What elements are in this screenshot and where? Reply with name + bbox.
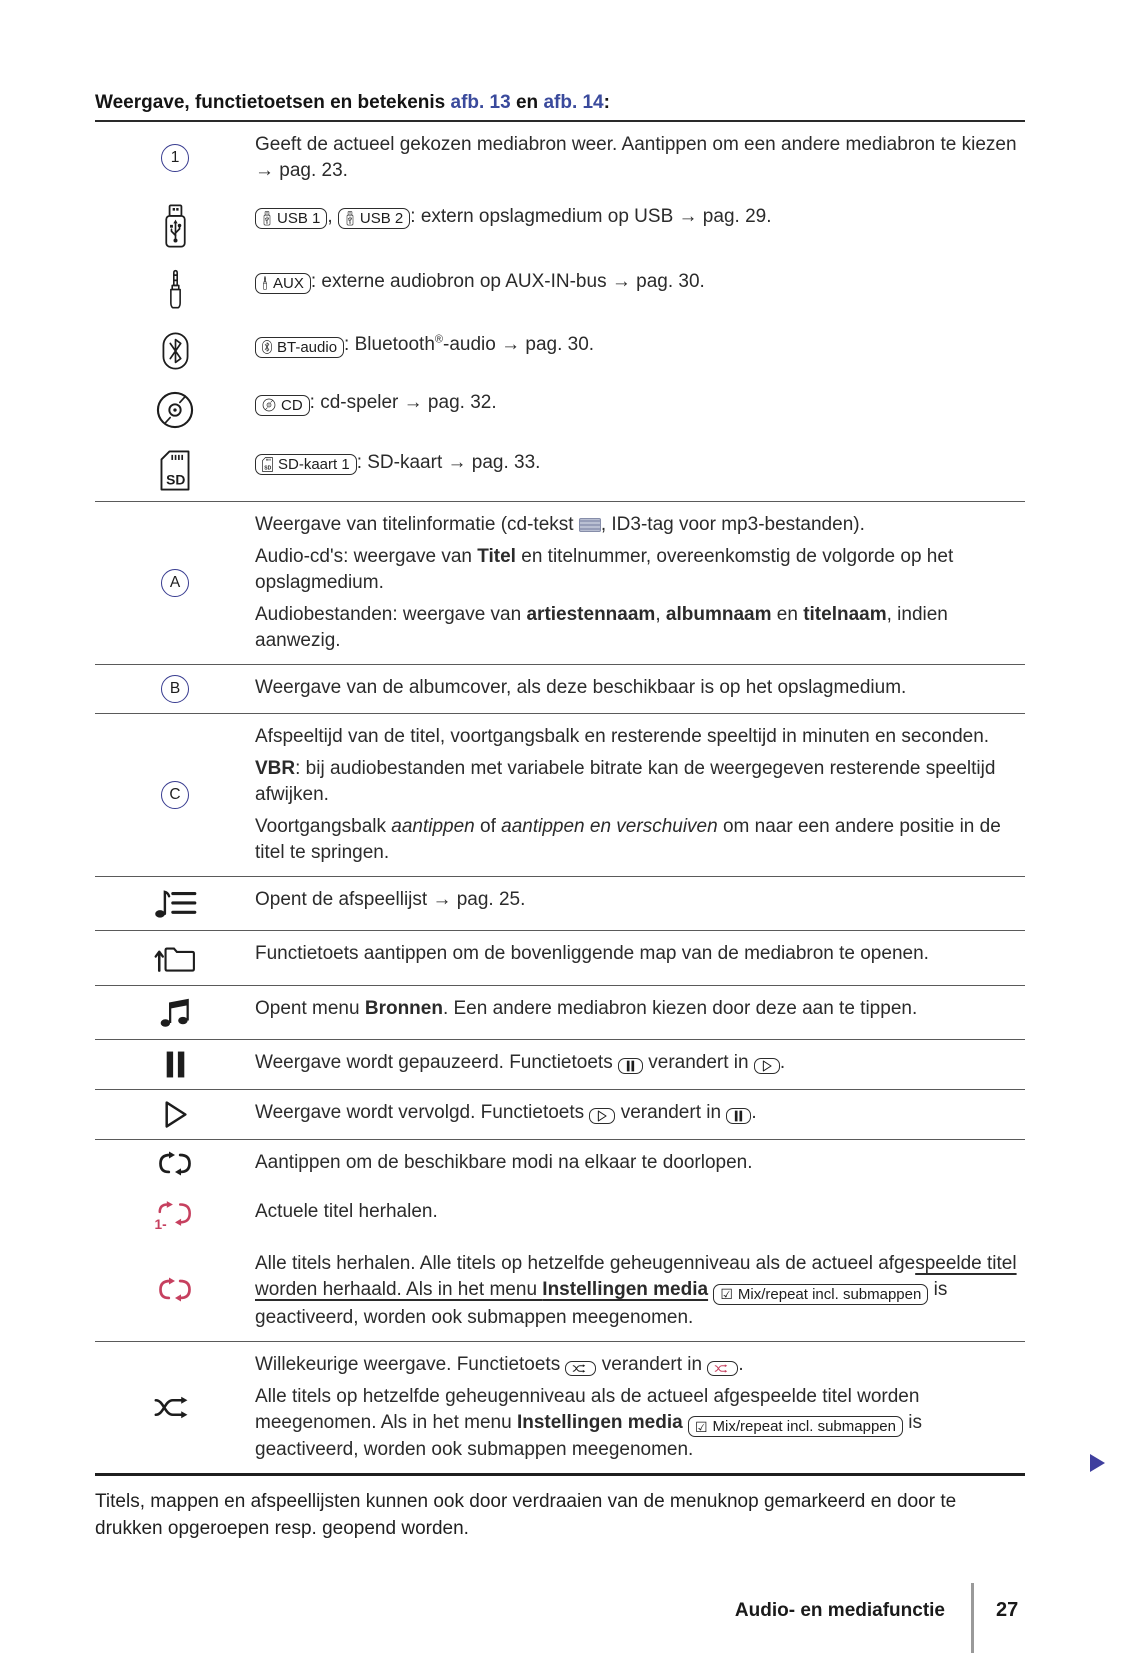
row-description xyxy=(255,1050,1025,1079)
description-paragraph: USB 1 , USB 2 : extern opslagmedium op USB → pag. 29. xyxy=(255,204,1025,230)
folder-up-icon xyxy=(154,941,196,975)
row-symbol-cell xyxy=(95,1050,255,1079)
description-paragraph: Alle titels herhalen. Alle titels op hetzelfde geheugenniveau als de actueel afgespeelde titel worden herhaald. Als in het menu Instellingen media ☑ Mix/repeat incl. submappen is geactiveerd, worden ook submappen meegenomen. xyxy=(255,1253,1017,1328)
description-paragraph: Voortgangsbalk aantippen of aantippen en verschuiven om naar een andere positie in de titel te springen. xyxy=(255,816,1001,863)
description-paragraph: Afspeeltijd van de titel, voortgangsbalk en resterende speeltijd in minuten en seconden. xyxy=(255,726,990,747)
row-description xyxy=(255,132,1025,184)
row-description xyxy=(255,512,1025,654)
play-icon xyxy=(761,1060,773,1072)
table-row xyxy=(95,1040,1025,1090)
table-row xyxy=(95,1140,1025,1189)
description-paragraph: Weergave van de albumcover, als deze beschikbaar is op het opslagmedium. xyxy=(255,677,907,698)
key-shuffle-active xyxy=(707,1361,738,1376)
table-row xyxy=(95,259,1025,322)
table-row xyxy=(95,986,1025,1040)
row-description xyxy=(255,390,1025,430)
next-page-arrow xyxy=(1090,1454,1105,1472)
bold-text: VBR xyxy=(255,758,296,779)
usb-stick-icon xyxy=(345,211,355,226)
description-paragraph: Opent de afspeellijst → pag. 25. xyxy=(255,889,526,910)
bold-text: titelnaam xyxy=(803,604,887,625)
key-aux xyxy=(255,273,311,294)
row-symbol-cell xyxy=(95,269,255,312)
key-mix-repeat-incl-submappen xyxy=(713,1284,928,1305)
table-title xyxy=(95,92,1025,122)
description-paragraph: BT-audio : Bluetooth®-audio → pag. 30. xyxy=(255,332,1025,358)
repeat-one-icon xyxy=(154,1199,196,1231)
function-key-table xyxy=(95,122,1025,1476)
row-description xyxy=(255,996,1025,1029)
description-paragraph: Willekeurige weergave. Functietoets verandert in . xyxy=(255,1353,744,1375)
italic-text: aantippen en verschuiven xyxy=(501,816,718,837)
description-paragraph: Opent menu Bronnen. Een andere mediabron kiezen door deze aan te tippen. xyxy=(255,998,918,1019)
play-icon xyxy=(162,1100,189,1129)
badge-B: B xyxy=(161,675,189,703)
description-paragraph: Audiobestanden: weergave van artiestennaam, albumnaam en titelnaam, indien aanwezig. xyxy=(255,604,948,651)
table-row xyxy=(95,122,1025,194)
key-label: USB 1 xyxy=(277,210,321,227)
pause-icon xyxy=(163,1050,188,1079)
shuffle-icon xyxy=(572,1363,589,1374)
checkbox-checked-icon: ☑ xyxy=(720,1286,733,1302)
key-mix-repeat-incl-submappen xyxy=(688,1416,903,1437)
description-paragraph: VBR: bij audiobestanden met variabele bitrate kan de weergegeven resterende speeltijd afwijken. xyxy=(255,758,996,805)
row-symbol-cell xyxy=(95,1352,255,1464)
aux-jack-icon xyxy=(167,269,184,312)
aux-jack-icon xyxy=(262,276,268,291)
row-symbol-cell xyxy=(95,1100,255,1129)
usb-stick-icon xyxy=(262,211,272,226)
table-row xyxy=(95,1189,1025,1241)
bold-text: albumnaam xyxy=(665,604,772,625)
description-paragraph: AUX : externe audiobron op AUX-IN-bus → pag. 30. xyxy=(255,269,1025,295)
table-row xyxy=(95,1241,1025,1342)
bluetooth-icon xyxy=(162,332,189,370)
sd-card-icon xyxy=(160,450,190,491)
table-row xyxy=(95,440,1025,502)
row-symbol-cell xyxy=(95,887,255,920)
row-symbol-cell xyxy=(95,941,255,975)
italic-text: aantippen xyxy=(391,816,475,837)
closing-note: Titels, mappen en afspeellijsten kunnen ook door verdraaien van de menuknop gemarkeerd en door te drukken opgeroepen resp. geopend worden. xyxy=(95,1491,957,1539)
repeat-all-icon xyxy=(154,1276,196,1305)
page-footer xyxy=(735,1583,1036,1653)
description-paragraph: Weergave van titelinformatie (cd-tekst , ID3-tag voor mp3-bestanden). xyxy=(255,514,865,535)
row-description xyxy=(255,1100,1025,1129)
row-symbol-cell xyxy=(95,1251,255,1331)
key-bt-audio xyxy=(255,337,344,358)
pause-icon xyxy=(733,1110,744,1122)
key-label: Mix/repeat incl. submappen xyxy=(712,1418,896,1435)
description-paragraph: CD : cd-speler → pag. 32. xyxy=(255,390,1025,416)
pause-icon xyxy=(625,1060,636,1072)
table-title-text: : xyxy=(603,92,610,113)
row-symbol-cell xyxy=(95,332,255,370)
svg-text:1-: 1- xyxy=(154,1217,167,1231)
table-row xyxy=(95,714,1025,877)
key-pause xyxy=(726,1108,751,1124)
row-symbol-cell xyxy=(95,1150,255,1179)
key-usb-1 xyxy=(255,208,327,229)
description-paragraph: Functietoets aantippen om de bovenliggende map van de mediabron te openen. xyxy=(255,943,929,964)
underlined-text: speelde titel worden herhaald. Als in het menu xyxy=(255,1253,1017,1300)
table-row xyxy=(95,194,1025,259)
key-cd xyxy=(255,395,310,416)
row-symbol-cell xyxy=(95,132,255,184)
table-row xyxy=(95,1090,1025,1140)
cd-text-icon xyxy=(579,518,601,532)
svg-text:SD: SD xyxy=(166,471,186,488)
row-symbol-cell xyxy=(95,450,255,491)
page-content xyxy=(95,92,1025,1542)
row-description xyxy=(255,1199,1025,1231)
key-play xyxy=(589,1108,615,1124)
key-play xyxy=(754,1058,780,1074)
bold-text: Titel xyxy=(477,546,516,567)
sd-card-icon xyxy=(262,457,273,472)
row-symbol-cell xyxy=(95,204,255,249)
description-paragraph: Aantippen om de beschikbare modi na elkaar te doorlopen. xyxy=(255,1152,753,1173)
key-pause xyxy=(618,1058,643,1074)
key-sd-kaart-1 xyxy=(255,454,357,475)
table-row xyxy=(95,1342,1025,1477)
cd-disc-icon xyxy=(262,398,276,412)
play-icon xyxy=(596,1110,608,1122)
description-paragraph: Geeft de actueel gekozen mediabron weer. Aantippen om een andere mediabron te kiezen → pag. 23. xyxy=(255,134,1017,181)
key-label: AUX xyxy=(273,275,304,292)
row-symbol-cell xyxy=(95,512,255,654)
svg-text:SD: SD xyxy=(264,465,272,472)
row-description xyxy=(255,1150,1025,1179)
row-symbol-cell xyxy=(95,724,255,866)
table-row xyxy=(95,380,1025,440)
row-symbol-cell xyxy=(95,1199,255,1231)
figure-link-13[interactable]: afb. 13 xyxy=(450,92,511,113)
table-row xyxy=(95,502,1025,665)
description-paragraph: Actuele titel herhalen. xyxy=(255,1201,438,1222)
superscript: ® xyxy=(434,333,443,346)
figure-link-14[interactable]: afb. 14 xyxy=(543,92,604,113)
table-row xyxy=(95,322,1025,380)
key-label: SD-kaart 1 xyxy=(278,456,350,473)
row-symbol-cell xyxy=(95,390,255,430)
key-label: CD xyxy=(281,396,303,414)
table-row xyxy=(95,665,1025,714)
key-label: USB 2 xyxy=(359,210,404,227)
description-paragraph: Alle titels op hetzelfde geheugenniveau als de actueel afgespeelde titel worden meegenomen. Als in het menu Instellingen media ☑ Mix/repeat incl. submappen is geactiveerd, worden ook submappen meegenomen. xyxy=(255,1385,922,1460)
row-description xyxy=(255,450,1025,491)
row-description xyxy=(255,332,1025,370)
key-label: Mix/repeat incl. submappen xyxy=(737,1285,922,1303)
music-notes-icon xyxy=(159,996,192,1029)
bold-text: Instellingen media xyxy=(516,1411,683,1433)
table-row xyxy=(95,931,1025,986)
key-shuffle xyxy=(565,1361,596,1376)
page-number: 27 xyxy=(996,1599,1019,1621)
description-paragraph: Weergave wordt vervolgd. Functietoets verandert in . xyxy=(255,1102,757,1123)
row-description xyxy=(255,1352,1025,1464)
bluetooth-icon xyxy=(262,340,272,354)
description-paragraph: SD SD-kaart 1 : SD-kaart → pag. 33. xyxy=(255,450,1025,476)
key-usb-2 xyxy=(338,208,410,229)
badge-C: C xyxy=(161,781,189,809)
badge-1: 1 xyxy=(161,144,189,172)
checkbox-checked-icon: ☑ xyxy=(694,1418,708,1435)
usb-stick-icon xyxy=(160,204,191,249)
row-description xyxy=(255,887,1025,920)
shuffle-icon xyxy=(714,1363,731,1374)
cd-disc-icon xyxy=(155,390,195,430)
bold-text: Bronnen xyxy=(364,998,443,1019)
bold-text: artiestennaam xyxy=(526,604,656,625)
row-description xyxy=(255,724,1025,866)
table-title-text: en xyxy=(510,92,544,113)
playlist-icon xyxy=(153,887,197,920)
row-symbol-cell xyxy=(95,996,255,1029)
row-description xyxy=(255,941,1025,975)
description-paragraph: Weergave wordt gepauzeerd. Functietoets verandert in . xyxy=(255,1052,786,1073)
description-paragraph: Audio-cd's: weergave van Titel en titelnummer, overeenkomstig de volgorde op het opslagmedium. xyxy=(255,546,954,593)
row-symbol-cell xyxy=(95,675,255,703)
table-title-text: Weergave, functietoetsen en betekenis xyxy=(95,92,451,113)
row-description xyxy=(255,675,1025,703)
badge-A: A xyxy=(161,569,189,597)
row-description xyxy=(255,1251,1025,1331)
row-description xyxy=(255,269,1025,312)
footer-divider xyxy=(971,1583,974,1653)
chapter-title: Audio- en mediafunctie xyxy=(734,1600,945,1621)
row-description xyxy=(255,204,1025,249)
key-label: BT-audio xyxy=(277,338,338,356)
shuffle-icon xyxy=(153,1393,197,1422)
underlined-bold-text: Instellingen media xyxy=(542,1279,709,1300)
repeat-icon xyxy=(154,1150,196,1179)
table-row xyxy=(95,877,1025,931)
